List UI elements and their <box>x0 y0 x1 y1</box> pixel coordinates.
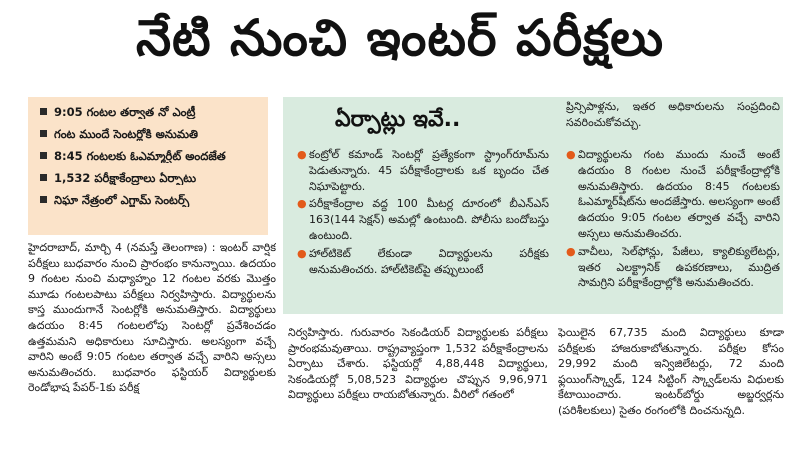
arrangements-box <box>283 97 783 314</box>
highlight-item: గంట ముందే సెంటర్లోకి అనుమతి <box>36 127 260 141</box>
arrangement-item: ● హాల్‌టికెట్ లేకుండా విద్యార్థులను పరీక్షకు అనుమతించరు. హాల్‌టికెట్‌పై తప్పులుంటే <box>297 246 549 276</box>
story-column-2: నిర్వహిస్తారు. గురువారం సెకండియర్ విద్యార్థులకు పరీక్షలు ప్రారంభమవుతాయి. రాష్ట్రవ్యాప్తంగా 1,532 పరీక్షాకేంద్రాలను ఏర్పాటు చేశారు. ఫస్టియర్లో 4,88,448 విద్యార్థులు, సెకండియర్లో 5,08,523 విద్యార్థుల చొప్పున 9,96,971 విద్యార్థులు పరీక్షలు రాయబోతున్నారు. వీరిలో గతంలో <box>288 326 548 402</box>
square-bullet-icon <box>40 152 47 159</box>
arrangement-item: ● వాచీలు, సెల్‌ఫోన్లు, పేజీలు, క్యాలిక్యులేటర్లు, ఇతర ఎలక్ట్రానిక్ ఉపకరణాలు, ముద్రిత సామగ్రిని పరీక్షాకేంద్రాల్లోకి అనుమతించరు. <box>566 244 780 290</box>
highlights-box <box>28 97 268 235</box>
highlight-item: 8:45 గంటలకు ఓఎమ్మార్షీట్ అందజేత <box>36 149 260 163</box>
story-column-3: ఫెయిలైన 67,735 మంది విద్యార్థులు కూడా పరీక్షలకు హాజరుకాబోతున్నారు. పరీక్షల కోసం 29,992 మంది ఇన్విజిలేటర్లు, 72 మంది ఫ్లయింగ్‌స్క్వాడ్, 124 సిట్టింగ్ స్క్వాడ్‌లను విధులకు కేటాయించారు. ఇంటర్‌బోర్డు అబ్జర్వర్లను (పరిశీలకులు) సైతం రంగంలోకి దించనున్నది. <box>558 326 784 417</box>
bullet-icon: ● <box>297 246 307 260</box>
headline: నేటి నుంచి ఇంటర్ పరీక్షలు <box>135 8 665 67</box>
bullet-icon: ● <box>297 148 307 161</box>
square-bullet-icon <box>40 174 47 181</box>
arrangements-title: ఏర్పాట్లు ఇవే.. <box>335 107 461 132</box>
arrangement-item: ● విద్యార్థులను గంట ముందు నుంచే అంటే ఉదయం 8 గంటల నుంచే పరీక్షాకేంద్రాల్లోకి అనుమతిస్తారు. ఉదయం 8:45 గంటలకు ఓఎమ్మార్‌షీట్‌ను అందజేస్తారు. అలస్యంగా అంటే ఉదయం 9:05 గంటల తర్వాత వచ్చే వారిని అస్సలు అనుమతించరు. <box>566 148 780 240</box>
arrangements-right-list <box>566 147 780 293</box>
arrangements-left-list <box>297 147 549 279</box>
square-bullet-icon <box>40 108 47 115</box>
square-bullet-icon <box>40 196 47 203</box>
arrangement-item: ● కంట్రోల్ కమాండ్ సెంటర్లో ప్రత్యేకంగా స్ట్రాంగ్‌రూమ్‌ను పెడుతున్నారు. 45 పరీక్షాకేంద్రాలకు ఒక బృందం చేత నిఘాపెట్టారు. <box>297 148 549 193</box>
highlight-item: నిఘా నేత్రంలో ఎగ్జామ్ సెంటర్స్ <box>36 193 260 207</box>
highlight-item: 9:05 గంటల తర్వాత నో ఎంట్రీ <box>36 105 260 119</box>
bullet-icon: ● <box>566 148 576 161</box>
square-bullet-icon <box>40 130 47 137</box>
arrangement-item: ● పరీక్షాకేంద్రాల వద్ద 100 మీటర్ల దూరంలో బీఎన్ఎస్ 163(144 సెక్షన్) అమల్లో ఉంటుంది. పోలీసు బందోబస్తు ఉంటుంది. <box>297 197 549 242</box>
bullet-icon: ● <box>566 244 576 258</box>
arrangements-right-para: ప్రిన్సిపాళ్లను, ఇతర అధికారులను సంప్రదించి సవరించుకోవచ్చు. <box>566 100 780 129</box>
bullet-icon: ● <box>297 197 307 211</box>
highlight-item: 1,532 పరీక్షాకేంద్రాలు ఏర్పాటు <box>36 171 260 185</box>
story-column-1: హైదరాబాద్, మార్చి 4 (నమస్తే తెలంగాణ) : ఇంటర్ వార్షిక పరీక్షలు బుధవారం నుంచి ప్రారంభం కానున్నాయి. ఉదయం 9 గంటల నుంచి మధ్యాహ్నం 12 గంటల వరకు మొత్తం మూడు గంటలపాటు పరీక్షలు నిర్వహిస్తారు. విద్యార్థులను కాస్త ముందుగానే సెంటర్లోకి అనుమతిస్తారు. విద్యార్థులు ఉదయం 8:45 గంటలలోపు సెంటర్లో ప్రవేశించడం ఉత్తమమని అధికారులు సూచిస్తారు. అలస్యంగా వచ్చే వారిని అంటే 9:05 గంటల తర్వాత వచ్చే వారిని అస్సలు అనుమతించరు. బుధవారం ఫస్టియర్ విద్యార్థులకు రెండోభాష పేపర్-1కు పరీక్ష <box>28 241 276 395</box>
